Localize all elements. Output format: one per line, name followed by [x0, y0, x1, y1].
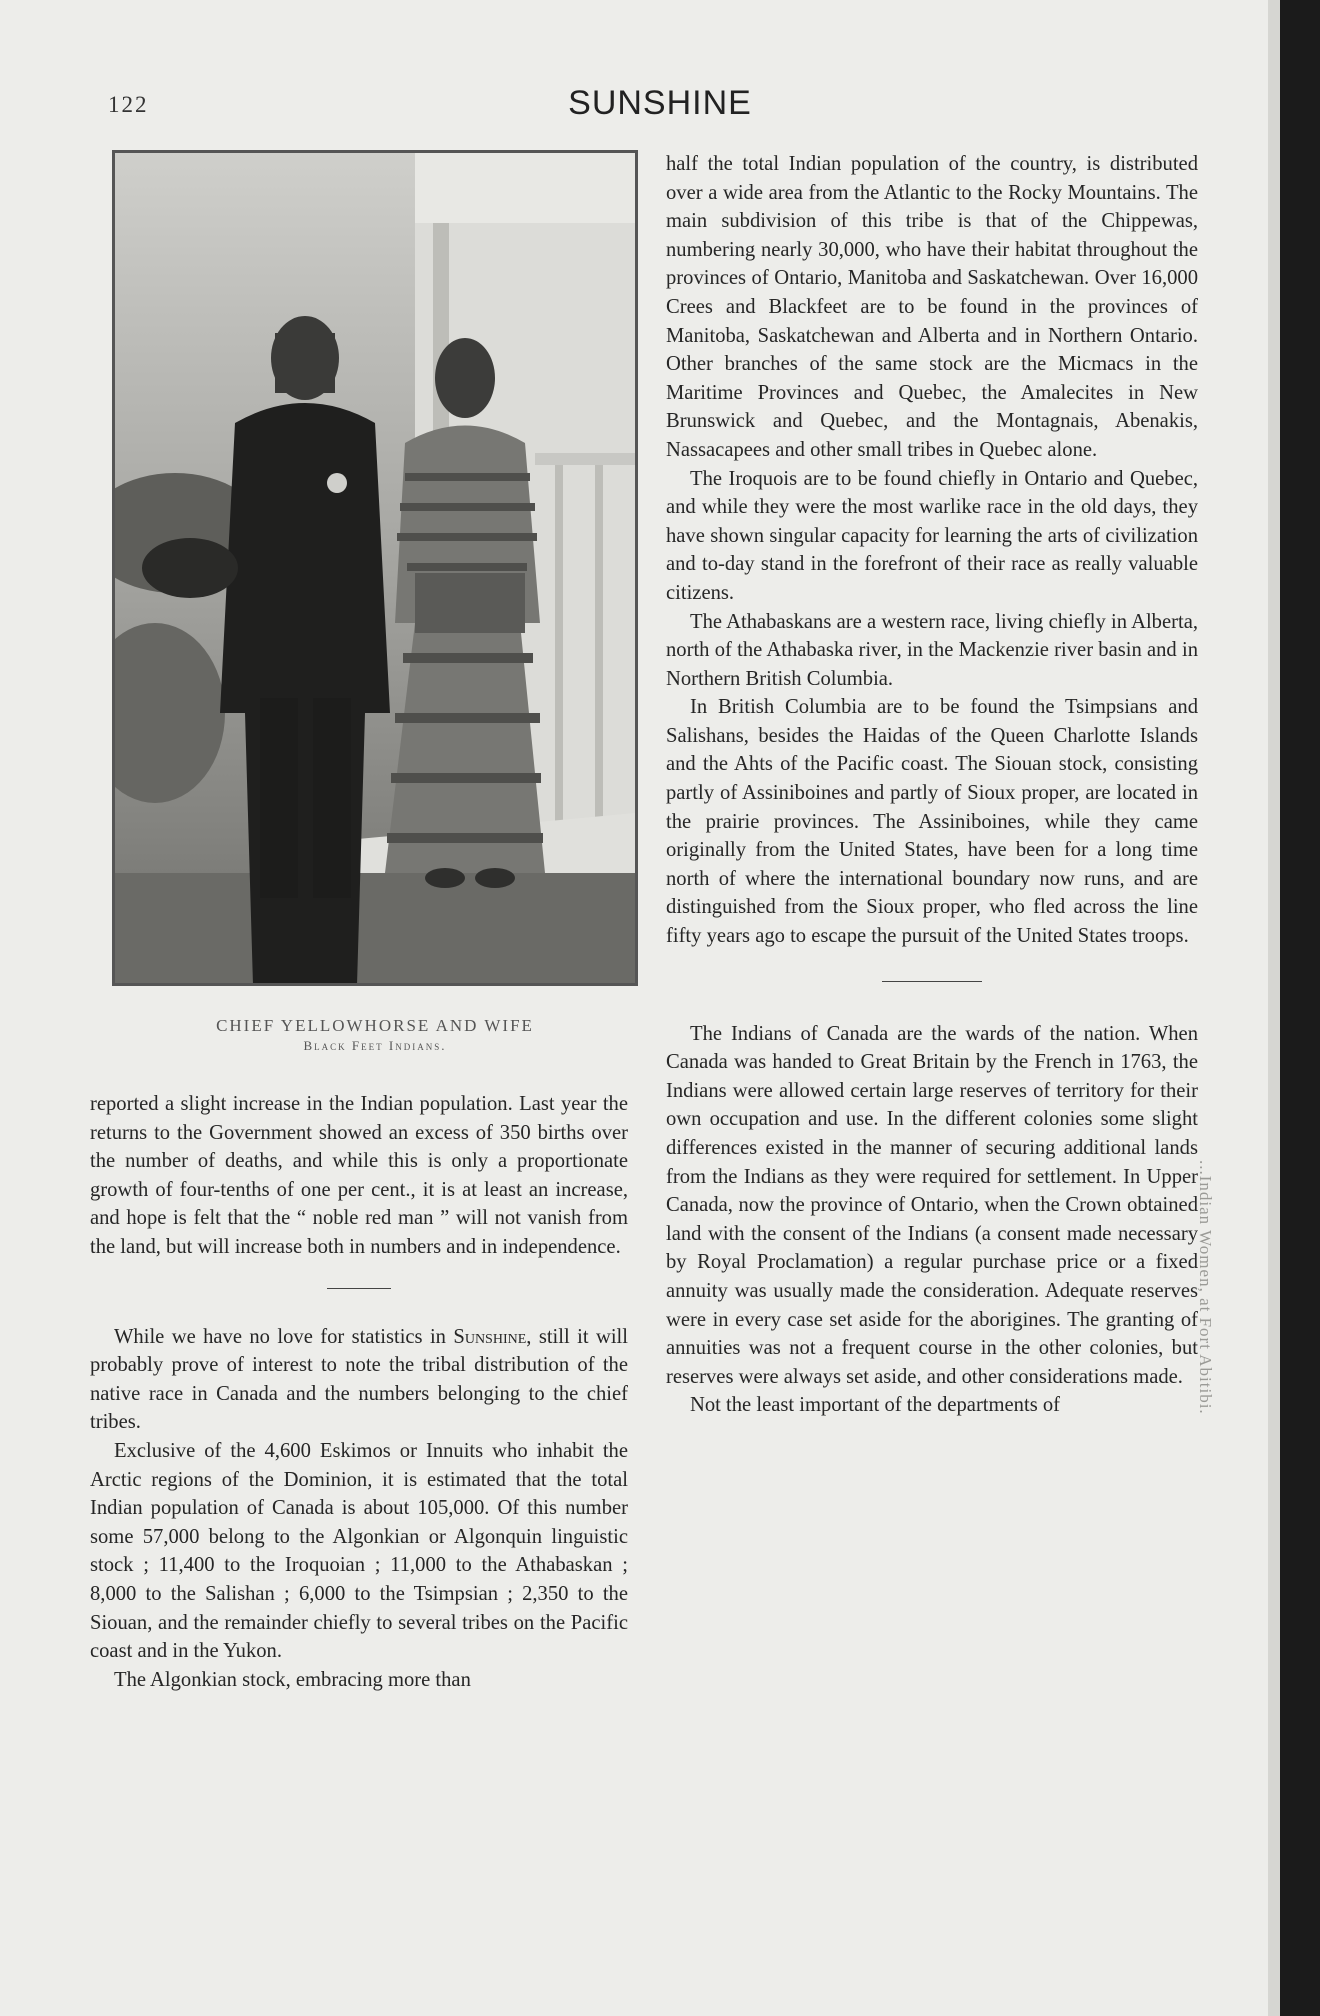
- page-gutter: [1268, 0, 1280, 2016]
- section-divider: [882, 981, 982, 982]
- paragraph: Not the least important of the departments of: [690, 1394, 1061, 1417]
- photograph-illustration: [115, 153, 635, 983]
- paragraph: In British Columbia are to be found the Tsimpsians and Salishans, besides the Haidas of the Queen Charlotte Islands and the Ahts of the Pacific coast. The Siouan stock, consisting partly of Assiniboines and partly of Sioux proper, are located in the prairie provinces. The Assiniboines, while they came originally from the United States, have been for a long time north of where the international boundary now runs, and are distinguished from the Sioux proper, who fled across the line fifty years ago to escape the pursuit of the United States troops.: [666, 696, 1198, 948]
- sunshine-smallcaps: Sunshine: [453, 1325, 527, 1348]
- right-text-column: [666, 150, 1198, 1420]
- paragraph: The Athabaskans are a western race, living chiefly in Alberta, north of the Athabaska river, in the Mackenzie river basin and in Northern British Columbia.: [666, 610, 1198, 690]
- page-number: 122: [108, 92, 149, 117]
- section-divider: [327, 1288, 391, 1289]
- paragraph: [90, 1323, 628, 1437]
- paragraph: Exclusive of the 4,600 Eskimos or Innuits who inhabit the Arctic regions of the Dominion, it is estimated that the total Indian population of Canada is about 105,000. Of this number some 57,000 belong to the Algonkian or Algonquin linguistic stock ; 11,400 to the Iroquoian ; 11,000 to the Athabaskan ; 8,000 to the Salishan ; 6,000 to the Tsimpsian ; 2,350 to the Siouan, and the remainder chiefly to several tribes on the Pacific coast and in the Yukon.: [90, 1439, 628, 1663]
- paragraph: reported a slight increase in the Indian population. Last year the returns to the Government showed an excess of 350 births over the number of deaths, and while this is only a proportionate growth of four-tenths of one per cent., it is at least an increase, and hope is felt that the “ noble red man ” will not vanish from the land, but will increase both in numbers and in independence.: [90, 1093, 628, 1258]
- paragraph: half the total Indian population of the country, is distributed over a wide area from the Atlantic to the Rocky Mountains. The main subdivision of this tribe is that of the Chippewas, numbering nearly 30,000, who have their habitat throughout the provinces of Ontario, Manitoba and Saskatchewan. Over 16,000 Crees and Blackfeet are to be found in the provinces of Manitoba, Saskatchewan and Alberta and in Northern Ontario. Other branches of the same stock are the Micmacs in the Maritime Provinces and Quebec, the Amalecites in New Brunswick and Quebec, and the Montagnais, Abenakis, Nassacapees and other small tribes in Quebec alone.: [666, 153, 1198, 461]
- paragraph: The Iroquois are to be found chiefly in Ontario and Quebec, and while they were the most warlike race in the old days, they have shown singular capacity for learning the arts of civilization and to-day stand in the forefront of their race as really valuable citizens.: [666, 467, 1198, 604]
- paragraph-start: While we have no love for statistics in: [114, 1325, 454, 1348]
- photo-caption-subtitle: Black Feet Indians.: [303, 1038, 447, 1053]
- paragraph: The Algonkian stock, embracing more than: [114, 1668, 471, 1691]
- paragraph: The Indians of Canada are the wards of the nation. When Canada was handed to Great Britain by the French in 1763, the Indians were allowed certain large reserves of territory for their own occupation and use. In the different colonies some slight differences existed in the manner of securing additional lands from the Indians as they were required for settlement. In Upper Canada, now the province of Ontario, when the Crown obtained land with the consent of the Indians (a consent made necessary by Royal Proclamation) a regular purchase price or a fixed annuity was usually made the consideration. Adequate reserves were in every case set aside for the aborigines. The granting of annuities was not a frequent course in the other colonies, but reserves were always set aside, and other considerations made.: [666, 1022, 1198, 1388]
- photo-caption: [112, 1016, 638, 1054]
- paragraph-rest: , still it will probably prove of interest to note the tribal distribution of the native race in Canada and the numbers belonging to the chief tribes.: [90, 1325, 628, 1434]
- masthead-title: SUNSHINE: [568, 84, 752, 122]
- facing-page-caption: ...Indian Women, at Fort Abitibi.: [1196, 1160, 1215, 1415]
- left-text-column: [90, 1090, 628, 1694]
- photograph-chief-and-wife: [112, 150, 638, 986]
- photo-caption-title: CHIEF YELLOWHORSE AND WIFE: [216, 1016, 534, 1035]
